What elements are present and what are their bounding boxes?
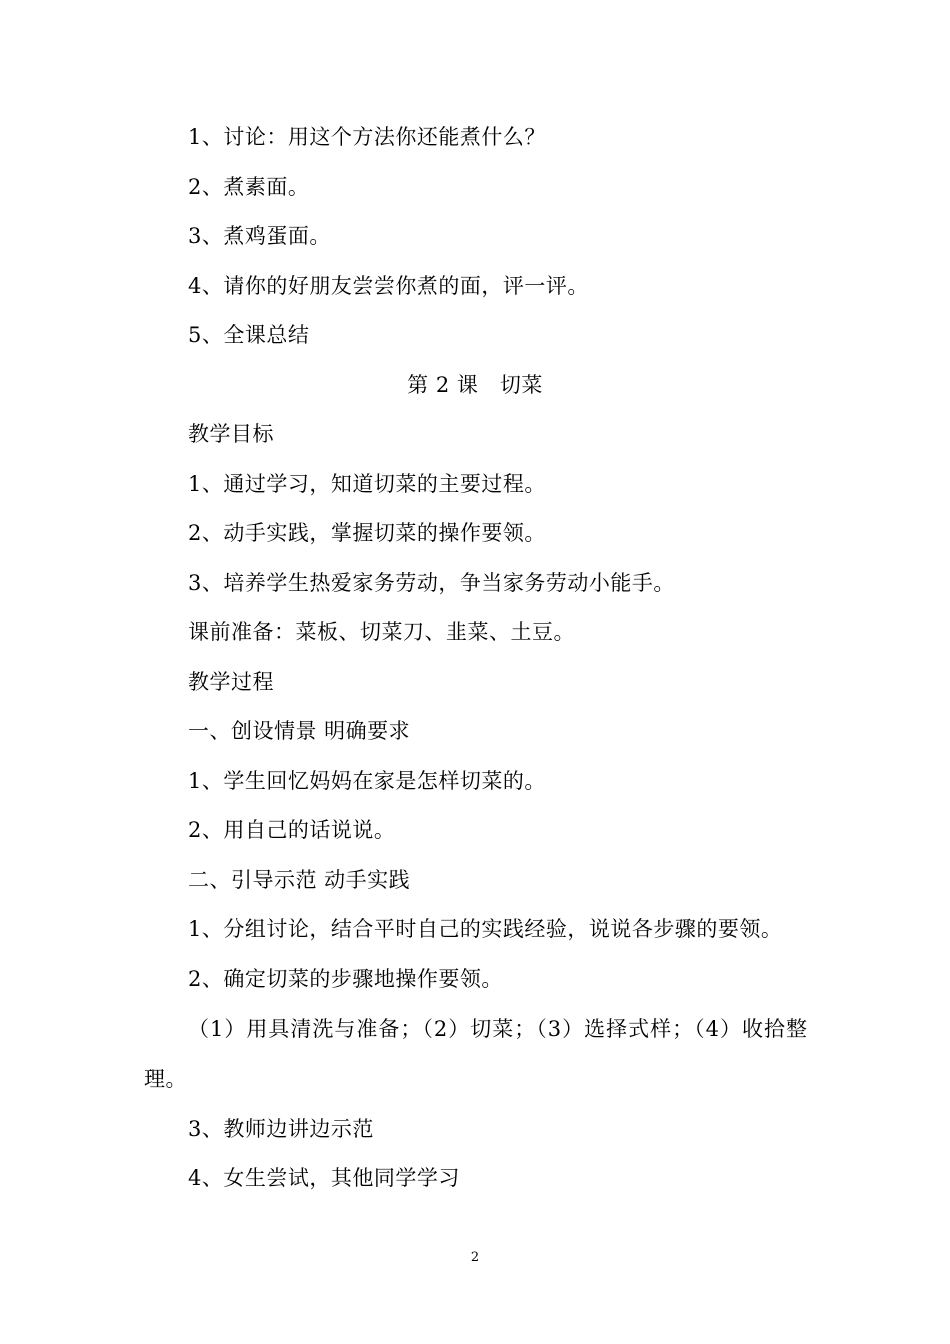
section-heading: 教学过程: [188, 670, 274, 694]
text-line: 课前准备：菜板、切菜刀、韭菜、土豆。: [188, 620, 575, 644]
text-line: 2、用自己的话说说。: [188, 818, 396, 842]
lesson-title: 第 2 课 切菜: [407, 373, 543, 397]
text-line: 4、请你的好朋友尝尝你煮的面，评一评。: [188, 274, 589, 298]
text-line: 1、学生回忆妈妈在家是怎样切菜的。: [188, 769, 546, 793]
text-line: 1、讨论：用这个方法你还能煮什么？: [188, 125, 546, 149]
text-line: 2、动手实践，掌握切菜的操作要领。: [188, 521, 546, 545]
section-heading: 教学目标: [188, 422, 274, 446]
text-line: 2、确定切菜的步骤地操作要领。: [188, 967, 503, 991]
text-line: 5、全课总结: [188, 323, 310, 347]
section-heading: 二、引导示范 动手实践: [188, 868, 411, 892]
text-line: 1、分组讨论，结合平时自己的实践经验，说说各步骤的要领。: [188, 917, 783, 941]
text-line: 3、教师边讲边示范: [188, 1117, 374, 1141]
text-line: 3、培养学生热爱家务劳动，争当家务劳动小能手。: [188, 571, 675, 595]
text-line: 理。: [144, 1067, 187, 1091]
page-number: 2: [470, 1250, 480, 1265]
text-line: 1、通过学习，知道切菜的主要过程。: [188, 472, 546, 496]
text-line: 4、女生尝试，其他同学学习: [188, 1166, 460, 1190]
section-heading: 一、创设情景 明确要求: [188, 719, 411, 743]
text-line: 3、煮鸡蛋面。: [188, 224, 331, 248]
text-line: （1）用具清洗与准备；（2）切菜；（3）选择式样；（4）收拾整: [188, 1017, 808, 1041]
text-line: 2、煮素面。: [188, 175, 310, 199]
